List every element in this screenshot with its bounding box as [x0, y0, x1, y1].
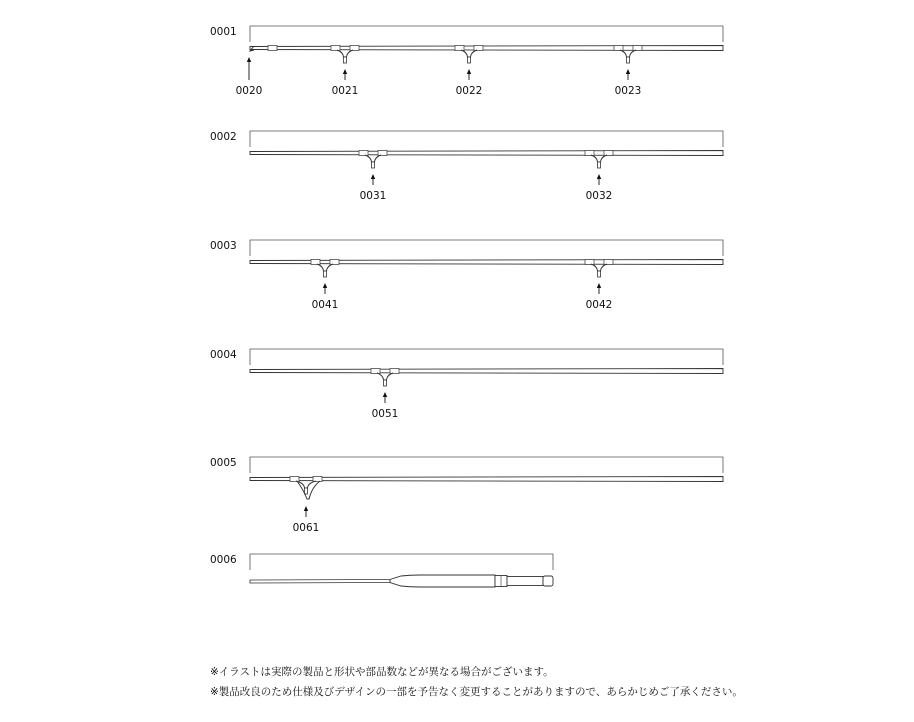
section-number: 0006 [210, 554, 237, 566]
rod-section-0002 [210, 131, 723, 202]
line-guide [359, 151, 387, 203]
section-number: 0005 [210, 457, 237, 469]
rod-section-0003 [210, 240, 723, 311]
guide-part-number: 0061 [292, 522, 320, 534]
note-specification: ※製品改良のため仕様及びデザインの一部を予告なく変更することがありますので、あらかじめご了承ください。 [210, 686, 743, 698]
length-dimension-bracket [250, 26, 723, 42]
section-number: 0001 [210, 26, 237, 38]
rod-section-0004 [210, 349, 723, 420]
leader-arrowhead [597, 283, 601, 288]
section-number: 0002 [210, 131, 237, 143]
disclaimer-notes [210, 662, 743, 702]
line-guide [371, 369, 399, 421]
guide-part-number: 0022 [455, 85, 483, 97]
line-guide [331, 46, 359, 98]
line-guide [585, 260, 613, 312]
leader-arrowhead [343, 69, 347, 74]
guide-part-number: 0051 [371, 408, 399, 420]
leader-arrowhead [247, 57, 251, 62]
guide-part-number: 0020 [235, 85, 263, 97]
rod-blank [250, 46, 723, 51]
guide-part-number: 0042 [585, 299, 613, 311]
section-number: 0003 [210, 240, 237, 252]
rod-section-0006 [210, 554, 553, 587]
line-guide [455, 46, 483, 98]
length-dimension-bracket [250, 349, 723, 365]
rod-section-0005 [210, 457, 723, 534]
rod-blank [250, 151, 723, 156]
leader-arrowhead [323, 283, 327, 288]
rod-blank [250, 260, 723, 265]
guide-part-number: 0021 [331, 85, 359, 97]
line-guide [290, 477, 322, 535]
line-guide [236, 46, 277, 98]
leader-arrowhead [371, 174, 375, 179]
rod-section-0001 [210, 26, 723, 97]
leader-arrowhead [304, 506, 308, 511]
line-guide [311, 260, 339, 312]
note-illustration: ※イラストは実際の製品と形状や部品数などが異なる場合がございます。 [210, 666, 554, 678]
length-dimension-bracket [250, 457, 723, 473]
guide-part-number: 0031 [359, 190, 387, 202]
leader-arrowhead [626, 69, 630, 74]
section-number: 0004 [210, 349, 237, 361]
line-guide [585, 151, 613, 203]
leader-arrowhead [383, 392, 387, 397]
guide-part-number: 0041 [311, 299, 339, 311]
leader-arrowhead [597, 174, 601, 179]
length-dimension-bracket [250, 131, 723, 147]
leader-arrowhead [467, 69, 471, 74]
line-guide [614, 46, 642, 98]
butt-section-with-grip [250, 575, 553, 587]
length-dimension-bracket [250, 554, 553, 570]
guide-part-number: 0023 [614, 85, 642, 97]
guide-part-number: 0032 [585, 190, 613, 202]
rod-blank [250, 369, 723, 374]
length-dimension-bracket [250, 240, 723, 256]
